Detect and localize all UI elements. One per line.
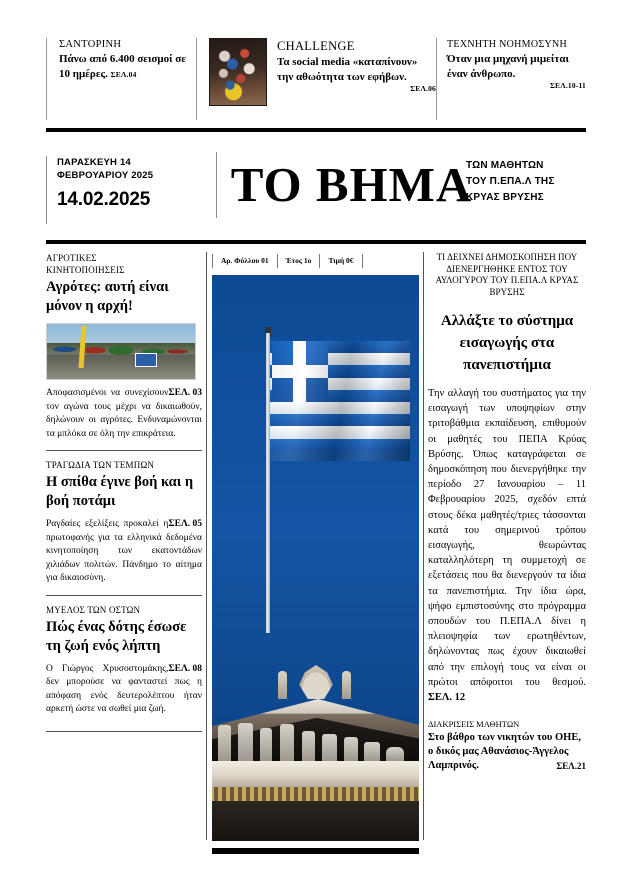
teaser-page-ref: ΣΕΛ.04 xyxy=(110,69,137,79)
lead-headline: Αλλάξτε το σύστημα εισαγωγής στα πανεπιστήμια xyxy=(440,313,574,373)
article-kicker: ΑΓΡΟΤΙΚΕΣ xyxy=(46,253,97,263)
article-page-ref: ΣΕΛ. 05 xyxy=(168,519,202,529)
acroterion-ornament xyxy=(296,665,336,699)
teaser-page-ref: ΣΕΛ.06 xyxy=(410,84,436,93)
lead-page-ref: ΣΕΛ. 12 xyxy=(428,692,466,704)
pediment-sculpture-group xyxy=(212,721,419,761)
article-page-ref: ΣΕΛ. 08 xyxy=(168,663,202,674)
teaser-page-ref: ΣΕΛ.10-11 xyxy=(549,81,586,90)
center-column xyxy=(212,275,419,841)
article-kicker: ΔΙΑΚΡΙΣΕΙΣ ΜΑΘΗΤΩΝ xyxy=(428,719,520,730)
teaser-kicker: ΣΑΝΤΟΡΙΝΗ xyxy=(59,39,122,50)
article-student-distinctions[interactable] xyxy=(428,719,586,773)
right-column[interactable] xyxy=(428,252,586,773)
issue-info-bar xyxy=(212,252,419,270)
masthead-subtitle xyxy=(466,158,586,206)
column-separator-left xyxy=(206,252,207,840)
teaser-challenge-text-wrap xyxy=(277,38,436,93)
teaser-challenge[interactable] xyxy=(196,38,436,120)
article-page-ref: ΣΕΛ. 03 xyxy=(168,388,202,398)
article-headline-text: Στο βάθρο των νικητών του ΟΗΕ, ο δικός μας Αθανάσιος-Άγγελος Λαμπρινός. xyxy=(428,732,581,772)
article-headline: Αγρότες: αυτή είναι μόνον η αρχή! xyxy=(46,279,169,314)
teaser-santorini[interactable] xyxy=(46,38,196,120)
teaser-sentence: Πάνω από 6.400 σεισμοί σε 10 ημέρες. xyxy=(59,53,186,80)
masthead xyxy=(46,150,586,230)
article-headline: Πώς ένας δότης έσωσε τη ζωή ενός λήπτη xyxy=(46,618,187,654)
article-body xyxy=(46,387,202,441)
masthead-divider-rule xyxy=(46,240,586,244)
acroterion-statue-left xyxy=(278,671,287,699)
page-title: ΤΟ ΒΗΜΑ xyxy=(216,152,486,218)
masthead-date: 14.02.2025 xyxy=(57,189,151,210)
article-headline xyxy=(428,731,586,773)
teaser-text xyxy=(277,55,436,84)
flag-fabric-shading xyxy=(270,341,410,461)
article-body-text: Ραγδαίες εξελίξεις προκαλεί η πρωτοφανής για τα ελληνικά δεδομένα κινητοποίηση των εκατοντάδων χιλιάδων πολιτών. Πάνδημο το αίτημα για δικαιοσύνη. xyxy=(46,519,202,583)
teaser-text xyxy=(59,52,196,82)
article-kicker-2: ΚΙΝΗΤΟΠΟΙΗΣΕΙΣ xyxy=(46,265,125,275)
article-body xyxy=(46,518,202,586)
masthead-subtitle-line-2: ΤΟΥ Π.ΕΠΑ.Λ ΤΗΣ xyxy=(466,176,555,187)
greek-flag-and-academy-of-athens-photo xyxy=(212,275,419,841)
teaser-kicker: CHALLENGE xyxy=(277,39,355,53)
cornice-dentil-band xyxy=(212,787,419,801)
masthead-date-block xyxy=(46,156,172,224)
article-tempi-tragedy[interactable] xyxy=(46,459,202,586)
article-kicker: ΜΥΕΛΟΣ ΤΩΝ ΟΣΤΩΝ xyxy=(46,604,141,615)
teaser-strip xyxy=(46,38,586,120)
building-shadow-base xyxy=(212,801,419,841)
article-kicker: ΤΡΑΓΩΔΙΑ ΤΩΝ ΤΕΜΠΩΝ xyxy=(46,460,155,470)
issue-number: Αρ. Φύλλου 01 xyxy=(212,254,277,268)
article-headline: Η σπίθα έγινε βοή και η βοή ποτάμι xyxy=(46,474,194,509)
center-bottom-rule xyxy=(212,848,419,854)
social-media-emoji-photo xyxy=(209,38,267,106)
section-divider-1 xyxy=(46,450,202,451)
article-bone-marrow-donor[interactable] xyxy=(46,604,202,717)
academy-of-athens-pediment xyxy=(212,655,419,841)
masthead-month-year: ΦΕΒΡΟΥΑΡΙΟΥ 2025 xyxy=(57,170,154,181)
section-divider-2 xyxy=(46,595,202,596)
article-body-text: Αποφασισμένοι να συνεχίσουν τον αγώνα τους μέχρι να δικαιωθούν, δηλώνουν οι αγρότες. Ενδυναμώνονται τα μπλόκα σε όλη την επικράτεια. xyxy=(46,388,202,439)
teaser-text xyxy=(447,52,586,81)
masthead-weekday: ΠΑΡΑΣΚΕΥΗ 14 xyxy=(57,157,131,168)
teaser-sentence: Τα social media «καταπίνουν» την αθωότητα των εφήβων. xyxy=(277,56,418,83)
masthead-subtitle-line-3: ΚΡΥΑΣ ΒΡΥΣΗΣ xyxy=(466,192,544,203)
acroterion-statue-right xyxy=(342,671,351,699)
protest-placard xyxy=(135,353,157,367)
article-body-text: Ο Γιώργος Χρυσοστομάκης, δεν μπορούσε να φανταστεί πως η απόφαση ενός δευτερολέπτου ήταν αρκετή ώστε να σωθεί μια ζωή. xyxy=(46,663,202,714)
article-page-ref: ΣΕΛ.21 xyxy=(556,761,586,772)
issue-year: Έτος 1ο xyxy=(277,254,320,268)
article-farmers[interactable] xyxy=(46,252,202,441)
teaser-kicker: ΤΕΧΝΗΤΗ ΝΟΗΜΟΣΥΝΗ xyxy=(447,39,568,50)
teaser-artificial-intelligence[interactable] xyxy=(436,38,586,120)
teaser-sentence: Όταν μια μηχανή μιμείται έναν άνθρωπο. xyxy=(447,53,569,80)
column-separator-right xyxy=(423,252,424,840)
lead-body-text: Την αλλαγή του συστήματος για την εισαγωγή των υποψηφίων στην τριτοβάθμια εκπαίδευση, επιθυμούν οι μαθητές του ΠΕΠΑ Κρύας Βρύσης. Όπως καταγράφεται σε δημοσκόπηση που διενεργήθηκε την περίοδο 27 Ιανουαρίου – 11 Φεβρουαρίου 2025, σχεδόν επτά στους δέκα μαθητές/τριες τάσσονται κατά του σημερινού τρόπου εισαγωγής, θεωρώντας καταλληλότερη τη συμμετοχή σε εξετάσεις που θα διενεργούν τα ίδια τα πανεπιστήμια. Την ίδια ώρα, ψήφο εμπιστοσύνης στο πρόγραμμα σπουδών του Π.ΕΠΑ.Λ δίνει η πλειοψηφία των ερωτηθέντων, δηλώνοντας πως έχουν δικαιωθεί από την επιλογή τους να είναι οι πρώτοι απόφοιτοι του θεσμού. xyxy=(428,388,586,688)
lead-kicker: ΤΙ ΔΕΙΧΝΕΙ ΔΗΜΟΣΚΟΠΗΣΗ ΠΟΥ ΔΙΕΝΕΡΓΗΘΗΚΕ ΕΝΤΟΣ ΤΟΥ ΑΥΛΟΓΥΡΟΥ ΤΟΥ Π.ΕΠΑ.Λ ΚΡΥΑΣ ΒΡΥΣΗΣ xyxy=(435,252,579,297)
section-divider-3 xyxy=(46,731,202,732)
article-body xyxy=(46,663,202,717)
masthead-subtitle-line-1: ΤΩΝ ΜΑΘΗΤΩΝ xyxy=(466,160,544,171)
entablature xyxy=(212,761,419,787)
top-divider-rule xyxy=(46,128,586,132)
lead-body xyxy=(428,386,586,705)
tractor-protest-photo xyxy=(46,323,196,380)
issue-price: Τιμή 0€ xyxy=(319,254,362,268)
greek-flag xyxy=(270,341,410,461)
left-column xyxy=(46,252,202,740)
